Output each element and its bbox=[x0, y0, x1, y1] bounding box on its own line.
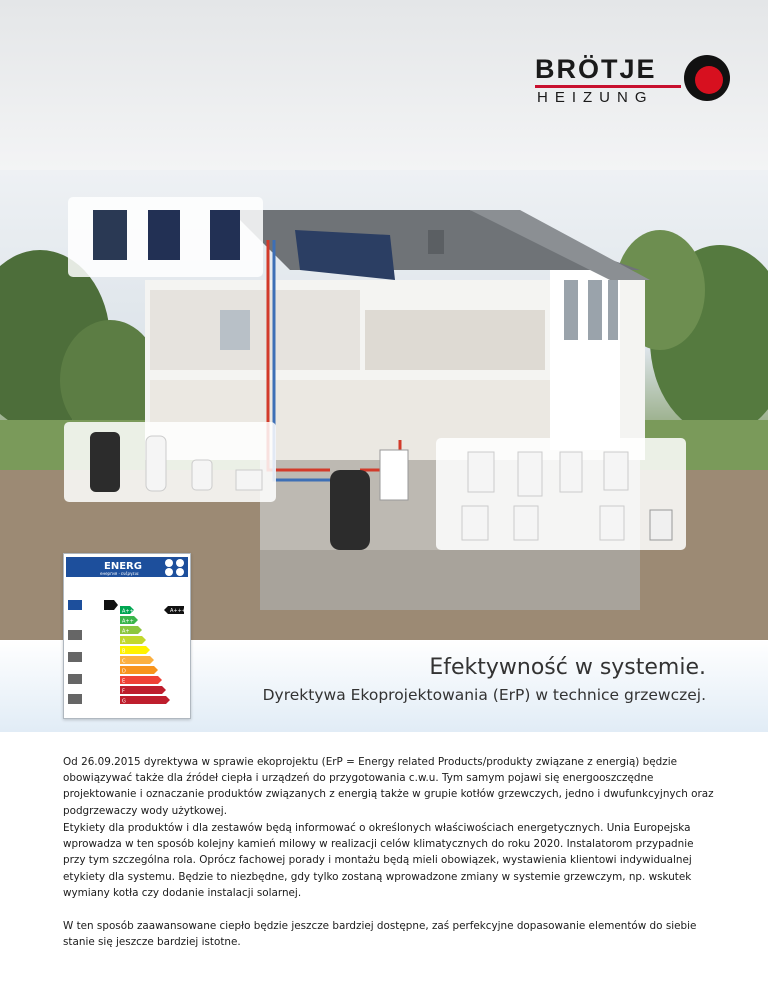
energy-class-text: G bbox=[122, 698, 126, 705]
energy-class-text: C bbox=[122, 658, 126, 665]
energy-class-text: A+ bbox=[122, 628, 130, 635]
basement-floor bbox=[260, 550, 640, 610]
label-badge bbox=[165, 568, 173, 576]
wall-boiler bbox=[380, 450, 408, 500]
solar-collectors-callout bbox=[68, 197, 263, 277]
eu-flag-icon bbox=[66, 557, 92, 577]
boiler-product bbox=[560, 452, 582, 492]
boilers-callout bbox=[436, 438, 686, 550]
energy-label-image bbox=[63, 553, 191, 719]
upper-room-right bbox=[365, 310, 545, 370]
boiler-product bbox=[650, 510, 672, 540]
boiler-product bbox=[462, 506, 488, 540]
boiler-product bbox=[604, 452, 628, 490]
energy-class-scale bbox=[120, 606, 170, 705]
paragraph-labels: Etykiety dla produktów i dla zestawów będą informować o określonych właściwościach energetycznych. Unia Europejska wprowadza w ten sposób kolejny kamień milowy w realizacji celów klimatycznych do roku 2020. Instalatorom przypadnie przy tym szczególna rola. Oprócz fachowej porady i montażu będą mieli obowiązek, wystawienia klientowi indywidualnej etykiety dla systemu. Będzie to niezbędne, gdy tylko zostaną wprowadzone zmiany w systemie grzewczym, np. wskutek wymiany kotła czy dodanie instalacji solarnej. bbox=[63, 822, 694, 899]
brotje-logo bbox=[535, 55, 730, 105]
boiler-product bbox=[600, 506, 624, 540]
window bbox=[220, 310, 250, 350]
energy-label-graphic bbox=[64, 554, 190, 718]
component-icon bbox=[68, 652, 82, 662]
paragraph-intro: Od 26.09.2015 dyrektywa w sprawie ekoprojektu (ErP = Energy related Products/produkty związane z energią) będzie obowiązywać także dla źródeł ciepła i urządzeń do przygotowania c.w.u. Tym samym pojawi się energooszczędne projektowanie i oznaczanie produktów związanych z energią także w grupie kotłów grzewczych, jedno i dwufunkcyjnych oraz podgrzewaczy wody użytkowej. bbox=[63, 756, 714, 817]
energy-header-text: ENERG bbox=[104, 561, 142, 572]
energy-class-bar bbox=[120, 686, 166, 694]
energy-class-bar bbox=[120, 696, 170, 704]
energy-class-text: B bbox=[122, 648, 126, 655]
storage-tank bbox=[330, 470, 370, 550]
component-icon bbox=[68, 694, 82, 704]
label-badge bbox=[176, 559, 184, 567]
logo-circle-icon bbox=[684, 55, 730, 101]
water-heater-product bbox=[146, 436, 166, 491]
small-tank-product bbox=[192, 460, 212, 490]
paragraph-closing: W ten sposób zaawansowane ciepło będzie jeszcze bardziej dostępne, zaś perfekcyjne dopasowanie elementów do siebie stanie się jeszcze bardziej istotne. bbox=[63, 920, 697, 949]
energy-class-text: A++ bbox=[122, 618, 134, 625]
boiler-product bbox=[518, 452, 542, 496]
energy-class-text: E bbox=[122, 678, 126, 685]
module-product bbox=[236, 470, 262, 490]
system-class-text: A+++ bbox=[170, 608, 186, 614]
page-title: Efektywność w systemie. bbox=[429, 655, 706, 680]
logo-subtitle: HEIZUNG bbox=[537, 89, 654, 106]
energy-class-text: A+++ bbox=[122, 608, 138, 615]
logo-underline bbox=[535, 85, 681, 88]
energy-class-text: A bbox=[122, 638, 126, 645]
solar-panels-on-roof bbox=[295, 230, 395, 280]
label-badge bbox=[176, 568, 184, 576]
energy-class-bar bbox=[120, 676, 162, 684]
window bbox=[564, 280, 578, 340]
upper-room-left bbox=[150, 290, 360, 370]
boiler-product bbox=[514, 506, 538, 540]
storage-tank-product bbox=[90, 432, 120, 492]
collector-3 bbox=[210, 210, 240, 260]
window bbox=[608, 280, 618, 340]
boiler-product bbox=[468, 452, 494, 492]
collector-1 bbox=[93, 210, 127, 260]
chimney bbox=[428, 230, 444, 254]
window bbox=[588, 280, 602, 340]
page-subtitle: Dyrektywa Ekoprojektowania (ErP) w technice grzewczej. bbox=[262, 686, 706, 704]
energy-class-text: D bbox=[122, 668, 126, 675]
component-icon bbox=[68, 674, 82, 684]
label-badge bbox=[165, 559, 173, 567]
component-icon bbox=[68, 630, 82, 640]
energy-header-sub: енергия · ενέργεια bbox=[100, 571, 139, 576]
energy-class-text: F bbox=[122, 688, 125, 695]
storage-callout bbox=[64, 422, 276, 502]
collector-2 bbox=[148, 210, 180, 260]
product-class-arrow bbox=[104, 600, 118, 610]
product-icon bbox=[68, 600, 82, 610]
logo-wordmark: BRÖTJE bbox=[535, 54, 657, 84]
